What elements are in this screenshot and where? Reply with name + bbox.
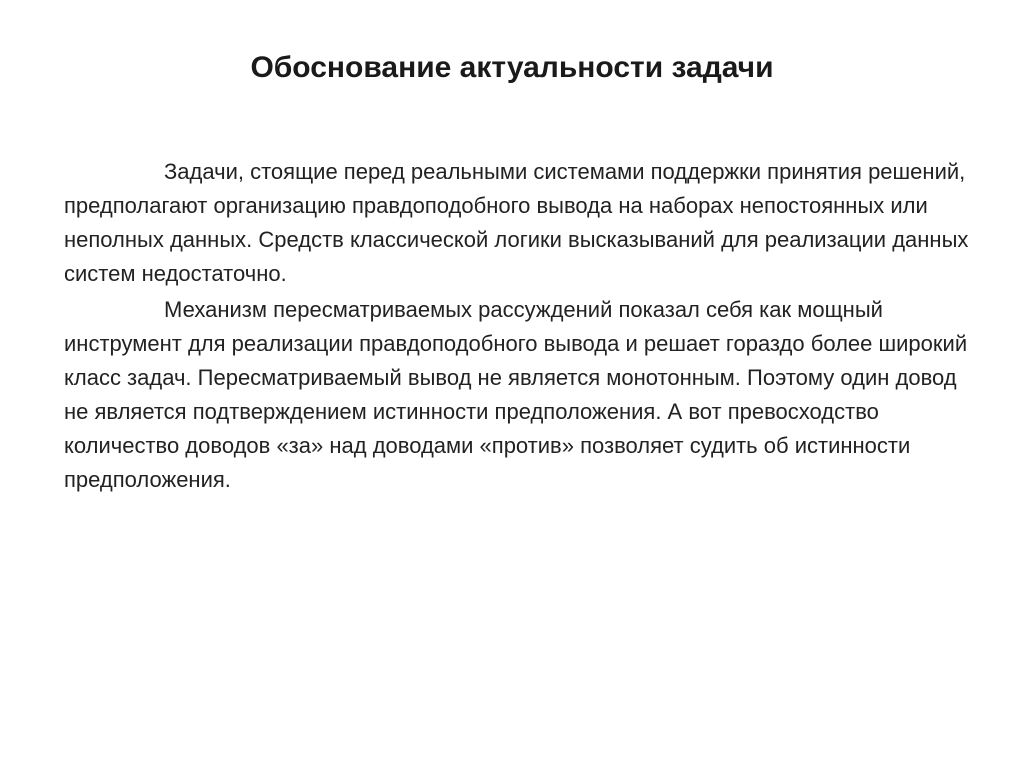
slide-title: Обоснование актуальности задачи (250, 51, 774, 84)
paragraph-defeasible-reasoning: Механизм пересматриваемых рассуждений показал себя как мощный инструмент для реализации правдоподобного вывода и решает гораздо более широкий класс задач. Пересматриваемый вывод не является монотонным. Поэтому один довод не является подтверждением истинности предположения. А вот превосходство количество доводов «за» над доводами «против» позволяет судить об истинности предположения. (64, 297, 968, 492)
slide-body (64, 155, 969, 499)
paragraph-decision-support: Задачи, стоящие перед реальными системами поддержки принятия решений, предполагают организацию правдоподобного вывода на наборах непостоянных или неполных данных. Средств классической логики высказываний для реализации данных систем недостаточно. (64, 159, 969, 286)
